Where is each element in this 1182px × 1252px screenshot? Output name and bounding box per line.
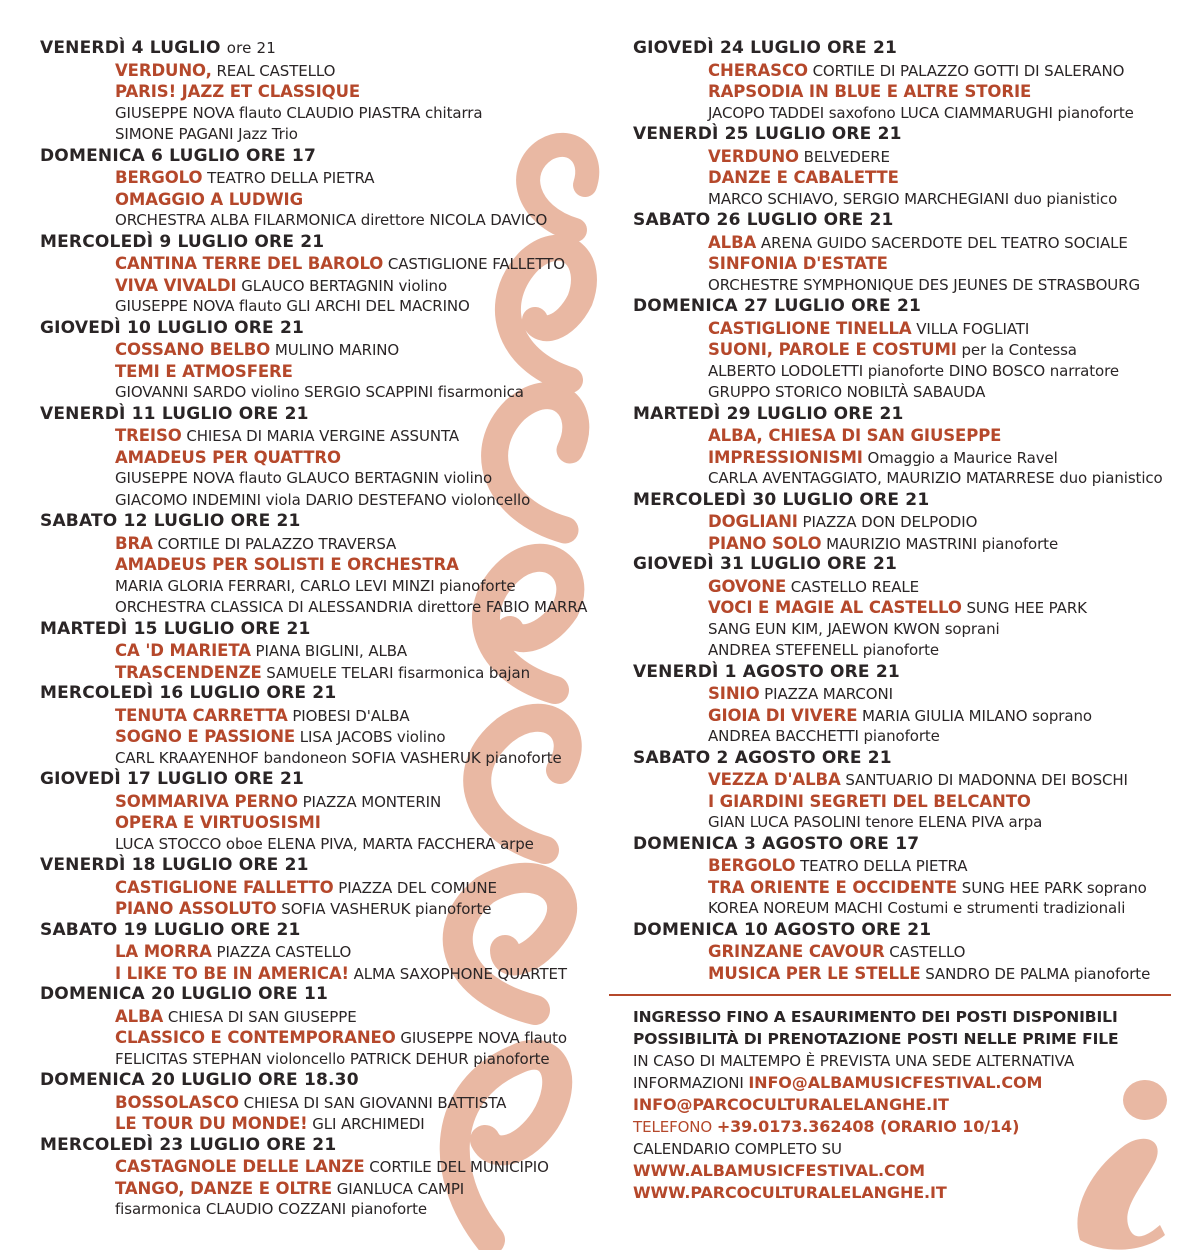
event-venue-line [40,705,615,727]
event-block [633,920,1173,985]
event-performers: ANDREA BACCHETTI pianoforte [708,727,940,745]
info-label: INFORMAZIONI [633,1074,744,1092]
event-title: GIOIA DI VIVERE [708,705,858,725]
info-weather-note: IN CASO DI MALTEMPO È PREVISTA UNA SEDE ALTERNATIVA [633,1052,1075,1070]
event-title-line [633,597,1173,619]
event-date [633,38,1173,60]
event-venue-line [633,576,1173,598]
info-box [633,1006,1173,1204]
event-block [40,1070,615,1135]
event-day: DOMENICA 20 LUGLIO ORE 11 [40,984,329,1004]
event-venue: ALBA [115,1006,164,1026]
event-date [633,748,1173,770]
event-venue: ALBA, CHIESA DI SAN GIUSEPPE [708,426,1002,445]
event-title: IMPRESSIONISMI [708,447,863,467]
website-albamusicfestival-link[interactable]: WWW.ALBAMUSICFESTIVAL.COM [633,1161,925,1180]
event-venue-line [40,425,615,447]
event-date [633,920,1173,942]
event-title: TRA ORIENTE E OCCIDENTE [708,877,958,897]
event-title-line [40,1027,615,1049]
event-day: DOMENICA 20 LUGLIO ORE 18.30 [40,1070,359,1090]
event-venue: CASTIGLIONE FALLETTO [115,877,334,897]
event-title-detail: ALMA SAXOPHONE QUARTET [353,964,567,983]
event-block [633,554,1173,662]
event-venue-detail: CORTILE DEL MUNICIPIO [369,1158,549,1176]
event-day: VENERDÌ 11 LUGLIO ORE 21 [40,403,309,424]
event-title-detail: Omaggio a Maurice Ravel [867,448,1058,467]
event-title-detail: GIANLUCA CAMPI [336,1179,465,1198]
event-title-line [40,189,615,211]
event-performers: LUCA STOCCO oboe ELENA PIVA, MARTA FACCHERA arpe [115,834,534,853]
event-venue: TREISO [115,426,182,445]
event-block [633,210,1173,296]
event-title: LE TOUR DU MONDE! [115,1114,308,1133]
event-title: TEMI E ATMOSFERE [115,361,293,381]
event-date [40,984,615,1006]
event-venue-detail: CORTILE DI PALAZZO GOTTI DI SALERANO [812,61,1125,80]
event-date [40,920,615,942]
event-title-line [633,705,1173,727]
event-venue-detail: TEATRO DELLA PIETRA [800,857,968,875]
phone-number[interactable]: +39.0173.362408 (ORARIO 10/14) [716,1117,1020,1136]
event-venue-detail: VILLA FOGLIATI [916,319,1030,338]
event-title-line [40,1113,615,1135]
event-day: DOMENICA 27 LUGLIO ORE 21 [633,296,922,316]
event-title-detail: MARIA GIULIA MILANO soprano [862,706,1092,725]
event-day: SABATO 26 LUGLIO ORE 21 [633,210,894,230]
event-venue-line [633,232,1173,254]
calendar-link-label: CALENDARIO COMPLETO SU [633,1140,842,1158]
event-venue-detail: CASTIGLIONE FALLETTO [387,255,565,273]
event-time: ore 21 [226,39,277,57]
event-date [40,1135,615,1157]
event-title: PIANO SOLO [708,533,822,553]
event-day: GIOVEDÌ 17 LUGLIO ORE 21 [40,769,305,789]
event-title: SOGNO E PASSIONE [115,727,296,746]
event-title: OPERA E VIRTUOSISMI [115,813,321,832]
event-date [40,855,615,877]
event-title: DANZE E CABALETTE [708,168,899,187]
event-title-detail: SUNG HEE PARK soprano [961,878,1147,897]
event-performers: MARIA GLORIA FERRARI, CARLO LEVI MINZI pianoforte [115,576,516,595]
event-venue-line [40,1092,615,1114]
event-venue-line [40,60,615,82]
event-day: GIOVEDÌ 10 LUGLIO ORE 21 [40,317,305,338]
event-title: AMADEUS PER QUATTRO [115,447,341,467]
event-title-detail: SAMUELE TELARI fisarmonica bajan [266,663,530,682]
email-albamusicfestival-link[interactable]: INFO@ALBAMUSICFESTIVAL.COM [748,1073,1043,1092]
event-title: OMAGGIO A LUDWIG [115,189,304,209]
event-date [40,769,615,791]
event-title-detail: LISA JACOBS violino [299,728,446,746]
event-date [40,318,615,340]
event-day: VENERDÌ 1 AGOSTO ORE 21 [633,661,900,682]
event-block [40,619,615,684]
website-parcoculturale-link[interactable]: WWW.PARCOCULTURALELANGHE.IT [633,1183,947,1202]
event-day: VENERDÌ 18 LUGLIO ORE 21 [40,855,309,875]
event-venue-line [633,855,1173,877]
event-title-line [40,81,615,103]
event-venue-line [633,425,1173,447]
event-block [633,124,1173,210]
event-venue-line [40,533,615,555]
event-date [633,554,1173,576]
info-divider [609,994,1171,996]
event-venue-detail: PIANA BIGLINI, ALBA [255,642,408,660]
event-venue: SINIO [708,684,760,703]
event-venue-line [633,941,1173,963]
event-date [40,683,615,705]
event-day: DOMENICA 6 LUGLIO ORE 17 [40,145,316,166]
event-day: MERCOLEDÌ 16 LUGLIO ORE 21 [40,683,337,703]
event-title-detail: per la Contessa [961,341,1077,359]
event-block [633,662,1173,748]
event-title-line [40,963,615,985]
event-venue-detail: PIAZZA CASTELLO [216,943,352,961]
event-title-detail: SANDRO DE PALMA pianoforte [925,964,1151,983]
event-venue-detail: CHIESA DI SAN GIUSEPPE [167,1007,357,1026]
event-block [40,683,615,769]
event-venue: CASTAGNOLE DELLE LANZE [115,1157,365,1176]
event-performers: GIACOMO INDEMINI viola DARIO DESTEFANO violoncello [115,490,531,509]
event-title-line [633,447,1173,469]
event-title: I GIARDINI SEGRETI DEL BELCANTO [708,791,1031,811]
event-performers: GIUSEPPE NOVA flauto CLAUDIO PIASTRA chitarra [115,103,483,122]
event-date [40,619,615,641]
event-date [633,404,1173,426]
event-date [633,490,1173,512]
event-title: SUONI, PAROLE E COSTUMI [708,340,957,359]
event-title-line [633,877,1173,899]
event-title-line [633,963,1173,985]
event-block [40,38,615,146]
event-venue: SOMMARIVA PERNO [115,791,298,811]
event-venue: CANTINA TERRE DEL BAROLO [115,254,384,273]
event-venue-line [633,318,1173,340]
event-performers: ORCHESTRA ALBA FILARMONICA direttore NICOLA DAVICO [115,211,548,229]
event-title-line [633,791,1173,813]
event-venue: CA 'D MARIETA [115,641,251,660]
event-day: DOMENICA 3 AGOSTO ORE 17 [633,833,920,854]
event-venue: DOGLIANI [708,512,798,531]
event-day: GIOVEDÌ 31 LUGLIO ORE 21 [633,554,898,574]
event-venue-detail: PIAZZA DON DELPODIO [802,513,978,531]
event-day: MARTEDÌ 15 LUGLIO ORE 21 [40,618,311,639]
event-venue-line [40,640,615,662]
event-venue-line [40,941,615,963]
event-performers: fisarmonica CLAUDIO COZZANI pianoforte [115,1200,427,1218]
event-venue: LA MORRA [115,942,212,961]
event-venue: TENUTA CARRETTA [115,705,288,725]
event-venue: CHERASCO [708,60,808,80]
event-performers: GIUSEPPE NOVA flauto GLAUCO BERTAGNIN violino [115,469,493,487]
event-venue-detail: PIOBESI D'ALBA [292,706,410,725]
event-performers: GIAN LUCA PASOLINI tenore ELENA PIVA arpa [708,813,1043,831]
event-venue-line [633,146,1173,168]
event-block [40,146,615,232]
event-block [633,38,1173,124]
event-venue-line [40,1156,615,1178]
event-date [633,124,1173,146]
event-block [40,511,615,619]
event-performers: KOREA NOREUM MACHI Costumi e strumenti tradizionali [708,899,1126,917]
event-performers: SIMONE PAGANI Jazz Trio [115,125,298,143]
event-date [633,210,1173,232]
event-date [40,38,615,60]
event-performers: FELICITAS STEPHAN violoncello PATRICK DEHUR pianoforte [115,1049,550,1068]
event-title-line [633,81,1173,103]
event-title-line [633,253,1173,275]
event-performers: GRUPPO STORICO NOBILTÀ SABAUDA [708,383,986,401]
event-day: SABATO 19 LUGLIO ORE 21 [40,919,301,940]
event-performers: SANG EUN KIM, JAEWON KWON soprani [708,619,1000,638]
event-title-detail: GLAUCO BERTAGNIN violino [241,276,448,295]
event-venue: GRINZANE CAVOUR [708,942,885,961]
event-venue-detail: CHIESA DI SAN GIOVANNI BATTISTA [243,1093,507,1112]
event-date [40,232,615,254]
event-performers: ALBERTO LODOLETTI pianoforte DINO BOSCO narratore [708,361,1119,380]
event-block [40,984,615,1070]
event-venue-line [40,1006,615,1028]
event-venue-detail: CHIESA DI MARIA VERGINE ASSUNTA [186,427,460,445]
event-venue-detail: SANTUARIO DI MADONNA DEI BOSCHI [845,771,1128,789]
event-venue-line [633,769,1173,791]
event-date [633,834,1173,856]
event-venue-detail: PIAZZA MARCONI [764,685,893,703]
event-title-detail: SUNG HEE PARK [966,599,1087,617]
event-title: I LIKE TO BE IN AMERICA! [115,963,349,983]
event-title: MUSICA PER LE STELLE [708,963,921,983]
event-day: MERCOLEDÌ 23 LUGLIO ORE 21 [40,1134,337,1155]
event-title: PARIS! JAZZ ET CLASSIQUE [115,82,361,101]
event-venue-line [633,60,1173,82]
event-day: SABATO 2 AGOSTO ORE 21 [633,747,892,768]
event-venue-detail: BELVEDERE [803,147,890,166]
calendar-right-column [633,38,1173,984]
event-date [633,296,1173,318]
event-block [40,920,615,985]
event-performers: GIOVANNI SARDO violino SERGIO SCAPPINI fisarmonica [115,383,524,401]
event-venue-detail: CASTELLO [889,943,966,961]
event-performers: JACOPO TADDEI saxofono LUCA CIAMMARUGHI pianoforte [708,103,1134,122]
event-venue-detail: REAL CASTELLO [216,61,336,80]
event-title-line [40,275,615,297]
event-title-line [40,361,615,383]
event-title-line [40,1178,615,1200]
event-venue: VEZZA D'ALBA [708,770,841,789]
event-day: MERCOLEDÌ 9 LUGLIO ORE 21 [40,231,325,252]
event-title: SINFONIA D'ESTATE [708,254,888,273]
event-venue: VERDUNO [708,146,799,166]
event-performers: GIUSEPPE NOVA flauto GLI ARCHI DEL MACRINO [115,297,470,315]
event-day: DOMENICA 10 AGOSTO ORE 21 [633,919,932,940]
event-venue: GOVONE [708,576,787,596]
event-venue: BERGOLO [115,168,203,187]
event-block [633,404,1173,490]
event-block [633,296,1173,404]
event-day: GIOVEDÌ 24 LUGLIO ORE 21 [633,38,898,58]
event-title: RAPSODIA IN BLUE E ALTRE STORIE [708,82,1032,101]
event-block [40,1135,615,1221]
event-date [40,1070,615,1092]
event-date [633,662,1173,684]
event-block [633,834,1173,920]
event-venue-detail: PIAZZA MONTERIN [302,792,442,811]
event-title: TRASCENDENZE [115,662,262,682]
event-title-detail: GIUSEPPE NOVA flauto [400,1029,567,1047]
event-venue-line [40,167,615,189]
event-title-line [40,812,615,834]
event-title-line [633,339,1173,361]
event-block [40,232,615,318]
event-title-line [40,898,615,920]
event-performers: ORCHESTRE SYMPHONIQUE DES JEUNES DE STRASBOURG [708,275,1141,294]
event-venue-detail: PIAZZA DEL COMUNE [338,878,497,897]
email-parcoculturale-link[interactable]: INFO@PARCOCULTURALELANGHE.IT [633,1095,949,1114]
event-venue-line [633,683,1173,705]
event-date [40,511,615,533]
event-venue-line [40,253,615,275]
event-venue-detail: MULINO MARINO [274,341,400,359]
event-title-detail: GLI ARCHIMEDI [312,1115,425,1133]
event-block [40,404,615,512]
event-performers: CARLA AVENTAGGIATO, MAURIZIO MATARRESE duo pianistico [708,469,1163,487]
event-venue: ALBA [708,232,757,252]
event-day: MARTEDÌ 29 LUGLIO ORE 21 [633,403,904,424]
event-venue-line [40,339,615,361]
event-venue-detail: TEATRO DELLA PIETRA [207,169,375,187]
event-title-detail: SOFIA VASHERUK pianoforte [281,900,492,918]
info-phone-line [633,1116,1173,1138]
event-venue-line [40,791,615,813]
event-performers: ORCHESTRA CLASSICA DI ALESSANDRIA direttore FABIO MARRA [115,598,588,616]
event-venue: COSSANO BELBO [115,340,271,359]
event-title: VOCI E MAGIE AL CASTELLO [708,598,962,617]
event-title-line [40,662,615,684]
phone-label: TELEFONO [633,1118,713,1136]
event-title-detail: MAURIZIO MASTRINI pianoforte [826,534,1059,553]
event-venue: BERGOLO [708,856,796,875]
event-day: SABATO 12 LUGLIO ORE 21 [40,511,301,531]
event-title-line [40,554,615,576]
event-day: MERCOLEDÌ 30 LUGLIO ORE 21 [633,489,930,510]
event-title-line [40,726,615,748]
event-block [633,748,1173,834]
event-venue-detail: CORTILE DI PALAZZO TRAVERSA [157,534,397,553]
event-venue: BRA [115,533,153,553]
event-block [40,318,615,404]
event-title: PIANO ASSOLUTO [115,899,277,918]
event-day: VENERDÌ 4 LUGLIO [40,38,221,58]
event-date [40,404,615,426]
event-title: VIVA VIVALDI [115,275,237,295]
info-entry-note: INGRESSO FINO A ESAURIMENTO DEI POSTI DISPONIBILI [633,1008,1118,1026]
calendar-left-column [40,38,615,1221]
event-venue: VERDUNO, [115,60,212,80]
event-venue-line [633,511,1173,533]
event-venue-detail: ARENA GUIDO SACERDOTE DEL TEATRO SOCIALE [760,233,1128,252]
event-block [40,769,615,855]
event-performers: ANDREA STEFENELL pianoforte [708,641,940,659]
event-title-line [633,167,1173,189]
event-block [633,490,1173,555]
event-venue-line [40,877,615,899]
info-booking-note: POSSIBILITÀ DI PRENOTAZIONE POSTI NELLE PRIME FILE [633,1030,1119,1048]
event-venue: BOSSOLASCO [115,1092,239,1112]
event-block [40,855,615,920]
event-venue: CASTIGLIONE TINELLA [708,318,912,338]
info-contacts-line [633,1072,1173,1094]
event-venue-detail: CASTELLO REALE [790,577,920,596]
event-title: TANGO, DANZE E OLTRE [115,1178,333,1198]
event-day: VENERDÌ 25 LUGLIO ORE 21 [633,124,902,144]
event-title: CLASSICO E CONTEMPORANEO [115,1028,396,1047]
event-title-line [633,533,1173,555]
event-performers: CARL KRAAYENHOF bandoneon SOFIA VASHERUK pianoforte [115,748,562,767]
event-date [40,146,615,168]
event-title: AMADEUS PER SOLISTI E ORCHESTRA [115,555,459,574]
event-performers: MARCO SCHIAVO, SERGIO MARCHEGIANI duo pianistico [708,189,1118,208]
event-title-line [40,447,615,469]
